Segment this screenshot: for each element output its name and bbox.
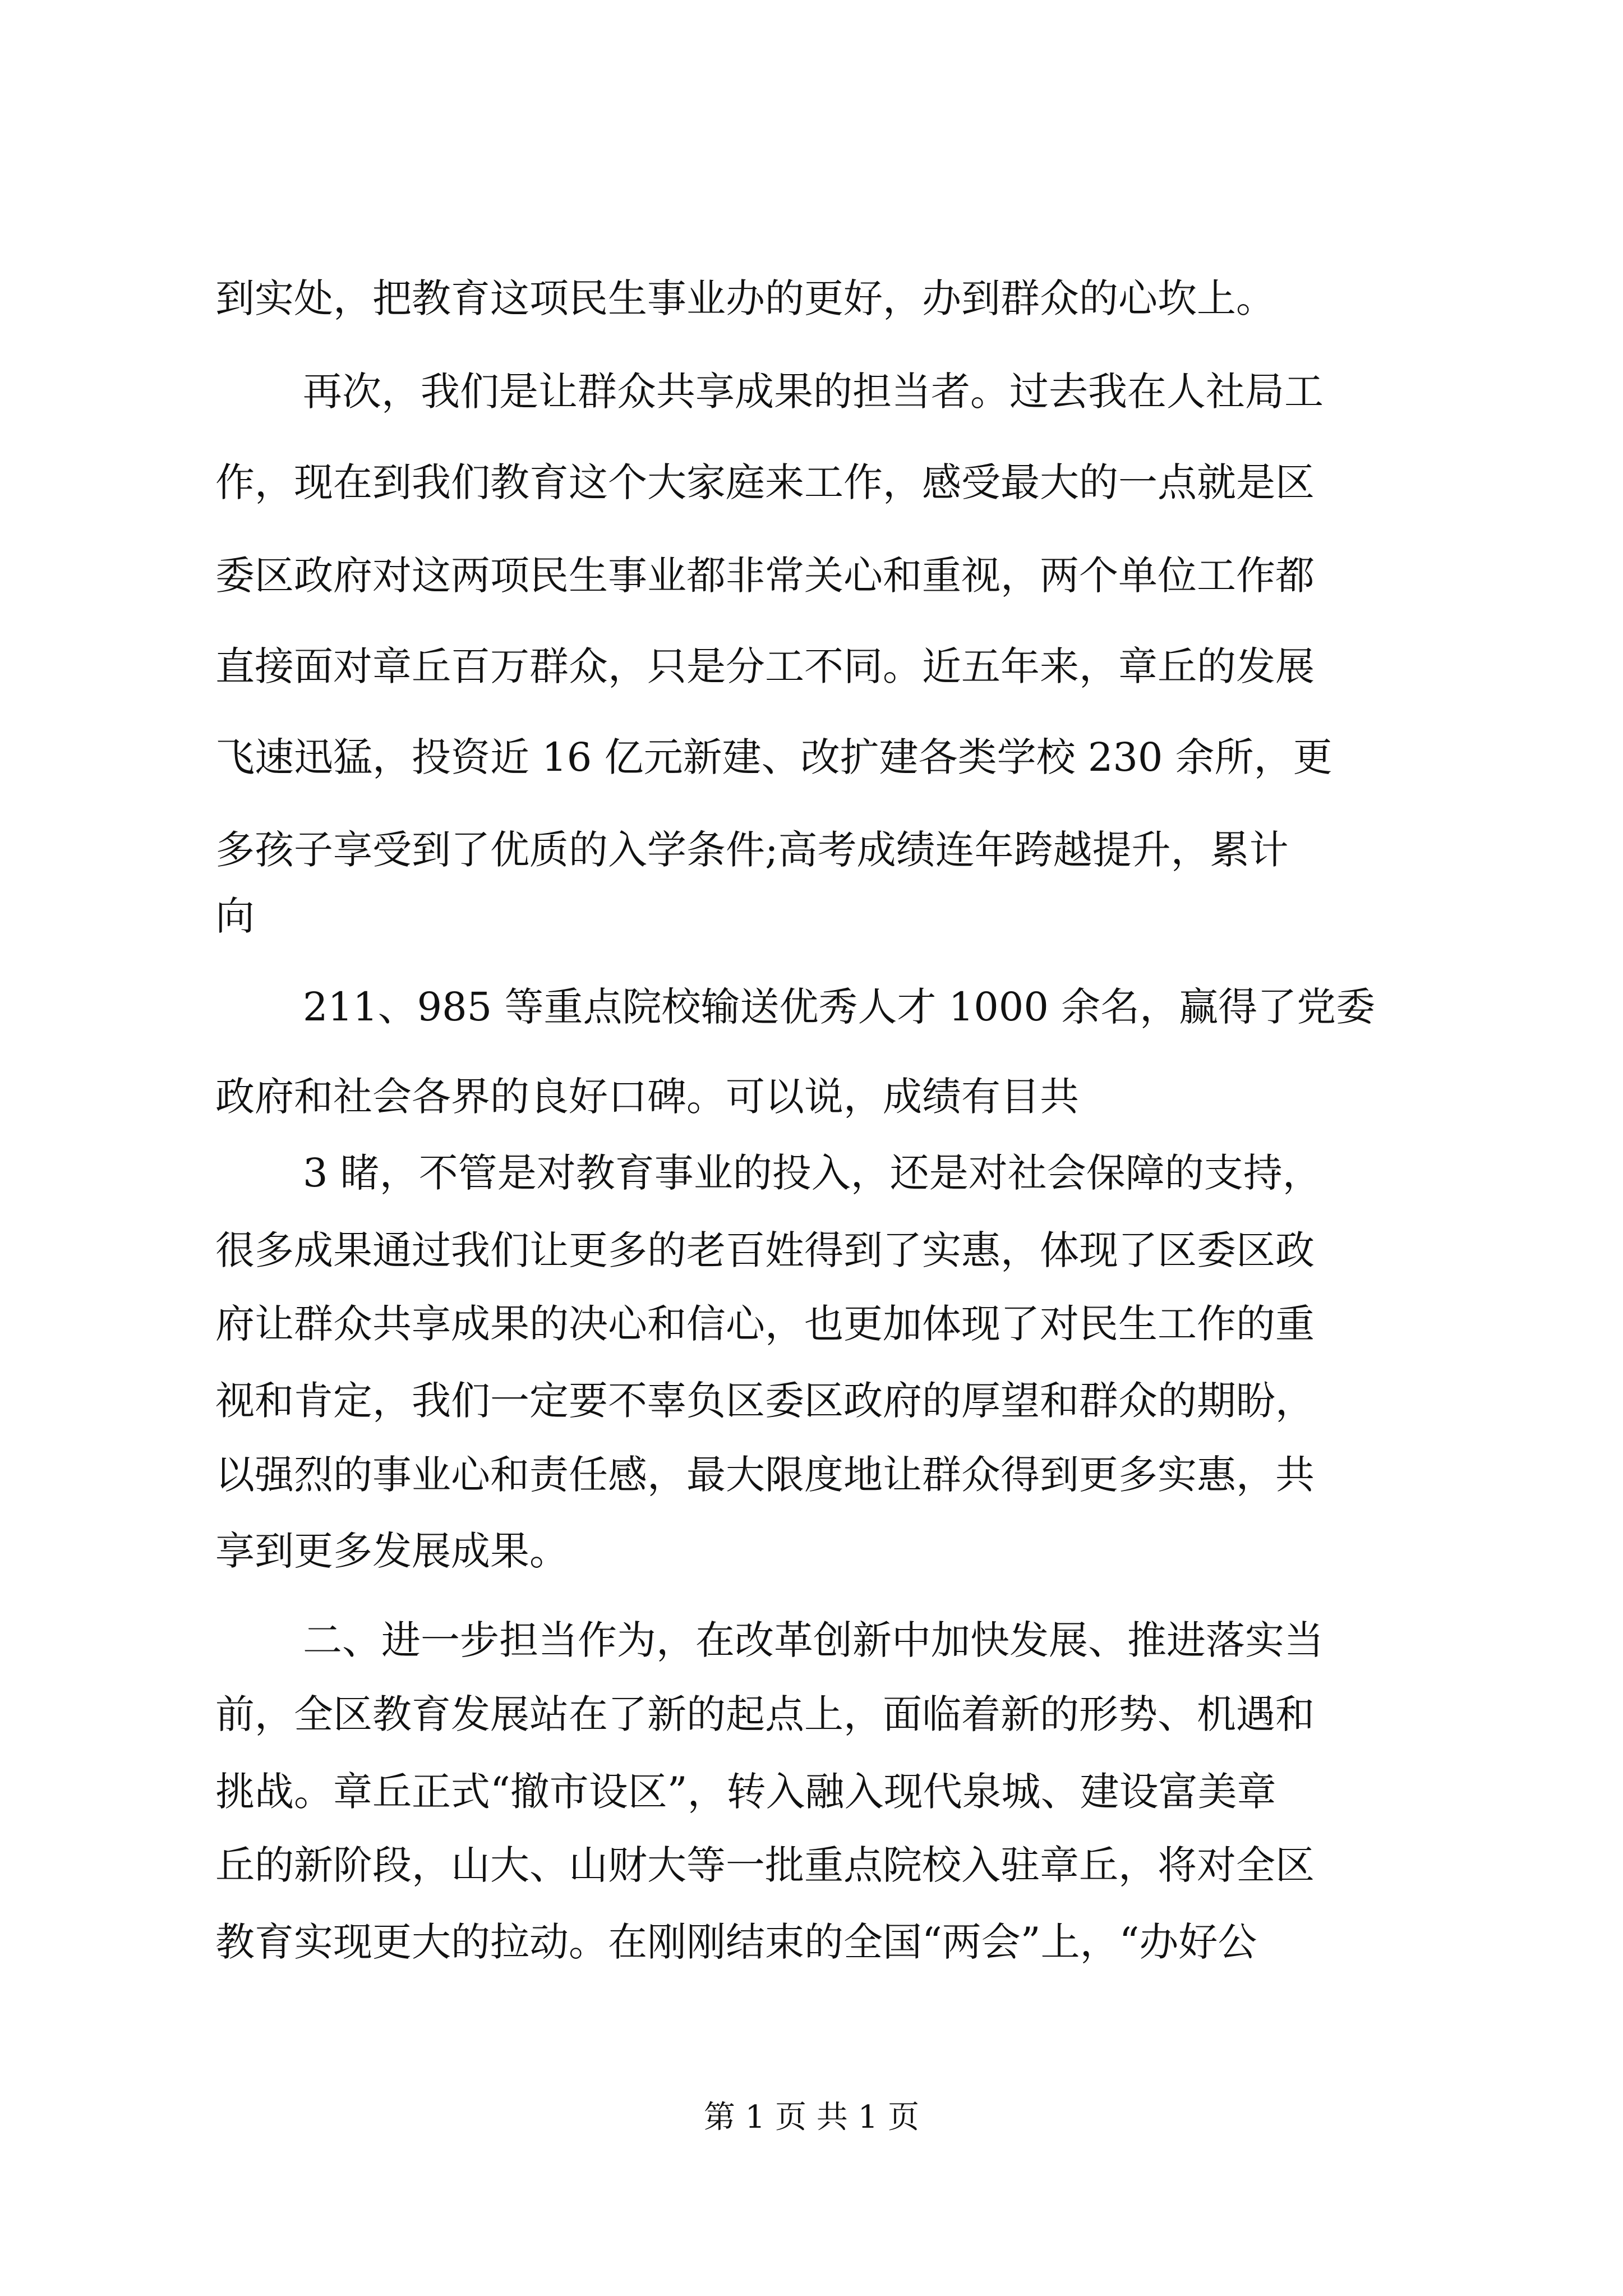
text-line-13: 府让群众共享成果的决心和信心，也更加体现了对民生工作的重 (215, 1301, 1315, 1347)
text-line-4: 委区政府对这两项民生事业都非常关心和重视，两个单位工作都 (215, 553, 1315, 599)
text-line-20: 丘的新阶段，山大、山财大等一批重点院校入驻章丘，将对全区 (215, 1842, 1315, 1888)
text-line-15: 以强烈的事业心和责任感，最大限度地让群众得到更多实惠，共 (215, 1452, 1315, 1498)
text-line-19: 挑战。章丘正式“撤市设区”，转入融入现代泉城、建设富美章 (215, 1769, 1276, 1815)
text-line-5: 直接面对章丘百万群众，只是分工不同。近五年来，章丘的发展 (215, 643, 1315, 689)
text-line-11: 3 睹，不管是对教育事业的投入，还是对社会保障的支持， (303, 1150, 1322, 1196)
text-line-10: 政府和社会各界的良好口碑。可以说，成绩有目共 (215, 1074, 1079, 1120)
text-line-3: 作，现在到我们教育这个大家庭来工作，感受最大的一点就是区 (215, 459, 1315, 505)
page-footer: 第 1 页 共 1 页 (703, 2099, 920, 2136)
text-line-14: 视和肯定，我们一定要不辜负区委区政府的厚望和群众的期盼， (215, 1378, 1315, 1424)
text-line-18: 前，全区教育发展站在了新的起点上，面临着新的形势、机遇和 (215, 1691, 1315, 1737)
text-line-2: 再次，我们是让群众共享成果的担当者。过去我在人社局工 (303, 369, 1324, 415)
text-line-7: 多孩子享受到了优质的入学条件;高考成绩连年跨越提升，累计 (215, 827, 1289, 873)
text-line-21: 教育实现更大的拉动。在刚刚结束的全国“两会”上，“办好公 (215, 1919, 1257, 1965)
text-line-17: 二、进一步担当作为，在改革创新中加快发展、推进落实当 (303, 1617, 1324, 1663)
text-line-6: 飞速迅猛，投资近 16 亿元新建、改扩建各类学校 230 余所，更 (215, 734, 1332, 780)
text-line-1: 到实处，把教育这项民生事业办的更好，办到群众的心坎上。 (215, 275, 1275, 321)
text-line-9: 211、985 等重点院校输送优秀人才 1000 余名，赢得了党委 (303, 984, 1376, 1030)
text-line-12: 很多成果通过我们让更多的老百姓得到了实惠，体现了区委区政 (215, 1227, 1315, 1273)
text-line-16: 享到更多发展成果。 (215, 1528, 569, 1574)
text-line-8: 向 (215, 893, 255, 939)
